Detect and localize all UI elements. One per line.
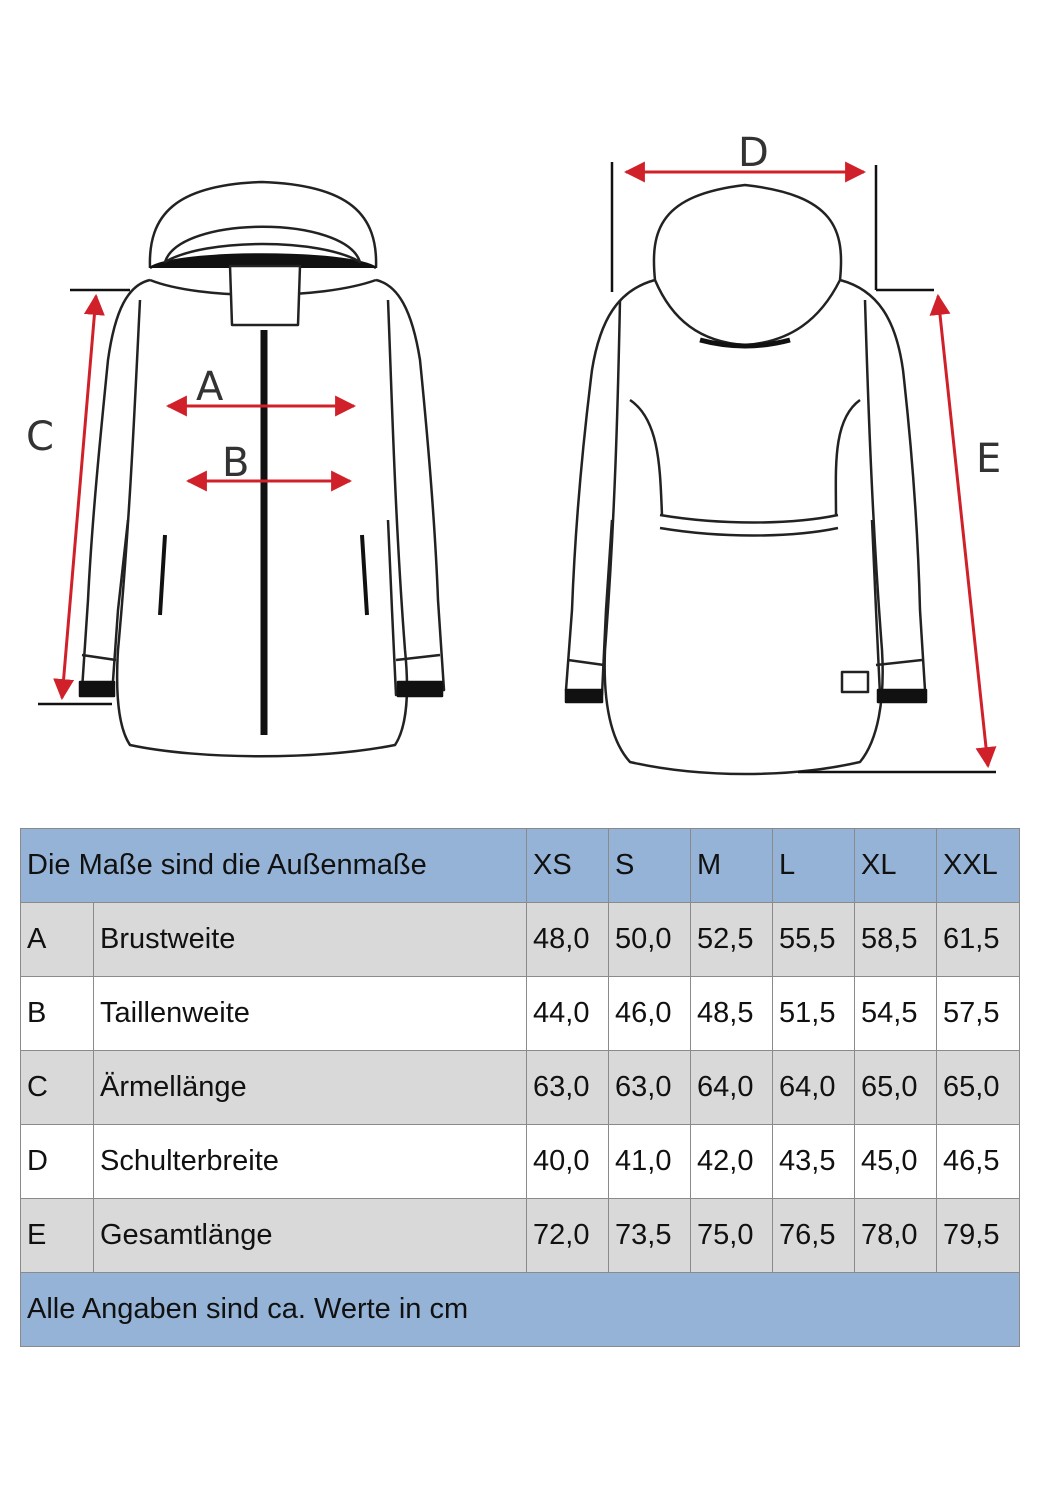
- measure-value: 42,0: [691, 1125, 773, 1199]
- label-a: A: [196, 364, 224, 410]
- measure-value: 61,5: [937, 903, 1020, 977]
- label-e: E: [976, 436, 1002, 482]
- label-d: D: [738, 130, 769, 176]
- measure-value: 41,0: [609, 1125, 691, 1199]
- jacket-front-view: [80, 182, 444, 756]
- measure-value: 72,0: [527, 1199, 609, 1273]
- measure-code: A: [21, 903, 94, 977]
- size-chart-table: [20, 828, 1020, 1347]
- label-b: B: [222, 440, 250, 486]
- table-row: [21, 1051, 1020, 1125]
- table-row: [21, 903, 1020, 977]
- measure-name: Schulterbreite: [94, 1125, 527, 1199]
- measure-value: 65,0: [937, 1051, 1020, 1125]
- measure-value: 54,5: [855, 977, 937, 1051]
- table-row: [21, 1125, 1020, 1199]
- measure-code: E: [21, 1199, 94, 1273]
- measure-name: Ärmellänge: [94, 1051, 527, 1125]
- table-footer-row: [21, 1273, 1020, 1347]
- measure-value: 58,5: [855, 903, 937, 977]
- footer-note: Alle Angaben sind ca. Werte in cm: [21, 1273, 1020, 1347]
- size-header: M: [691, 829, 773, 903]
- measure-name: Taillenweite: [94, 977, 527, 1051]
- arrow-e: [938, 296, 988, 766]
- measure-value: 52,5: [691, 903, 773, 977]
- measure-value: 64,0: [691, 1051, 773, 1125]
- measure-value: 76,5: [773, 1199, 855, 1273]
- measure-value: 65,0: [855, 1051, 937, 1125]
- size-header: XS: [527, 829, 609, 903]
- size-header: XL: [855, 829, 937, 903]
- table-row: [21, 1199, 1020, 1273]
- measure-value: 40,0: [527, 1125, 609, 1199]
- measure-value: 50,0: [609, 903, 691, 977]
- measure-value: 46,0: [609, 977, 691, 1051]
- size-header: L: [773, 829, 855, 903]
- measure-value: 63,0: [527, 1051, 609, 1125]
- measure-name: Gesamtlänge: [94, 1199, 527, 1273]
- measure-value: 73,5: [609, 1199, 691, 1273]
- label-c: C: [26, 414, 54, 460]
- measure-value: 43,5: [773, 1125, 855, 1199]
- jacket-back-view: [566, 185, 926, 774]
- size-header: S: [609, 829, 691, 903]
- measure-value: 55,5: [773, 903, 855, 977]
- measure-value: 79,5: [937, 1199, 1020, 1273]
- measure-code: D: [21, 1125, 94, 1199]
- measure-name: Brustweite: [94, 903, 527, 977]
- arrow-c: [62, 296, 96, 698]
- measure-value: 51,5: [773, 977, 855, 1051]
- measure-code: B: [21, 977, 94, 1051]
- table-header-row: [21, 829, 1020, 903]
- measure-value: 45,0: [855, 1125, 937, 1199]
- measure-value: 75,0: [691, 1199, 773, 1273]
- size-header: XXL: [937, 829, 1020, 903]
- measure-value: 78,0: [855, 1199, 937, 1273]
- header-title: Die Maße sind die Außenmaße: [21, 829, 527, 903]
- measure-value: 57,5: [937, 977, 1020, 1051]
- table-row: [21, 977, 1020, 1051]
- measure-value: 44,0: [527, 977, 609, 1051]
- measure-value: 63,0: [609, 1051, 691, 1125]
- measure-code: C: [21, 1051, 94, 1125]
- measure-value: 46,5: [937, 1125, 1020, 1199]
- measure-value: 64,0: [773, 1051, 855, 1125]
- measure-value: 48,0: [527, 903, 609, 977]
- measure-value: 48,5: [691, 977, 773, 1051]
